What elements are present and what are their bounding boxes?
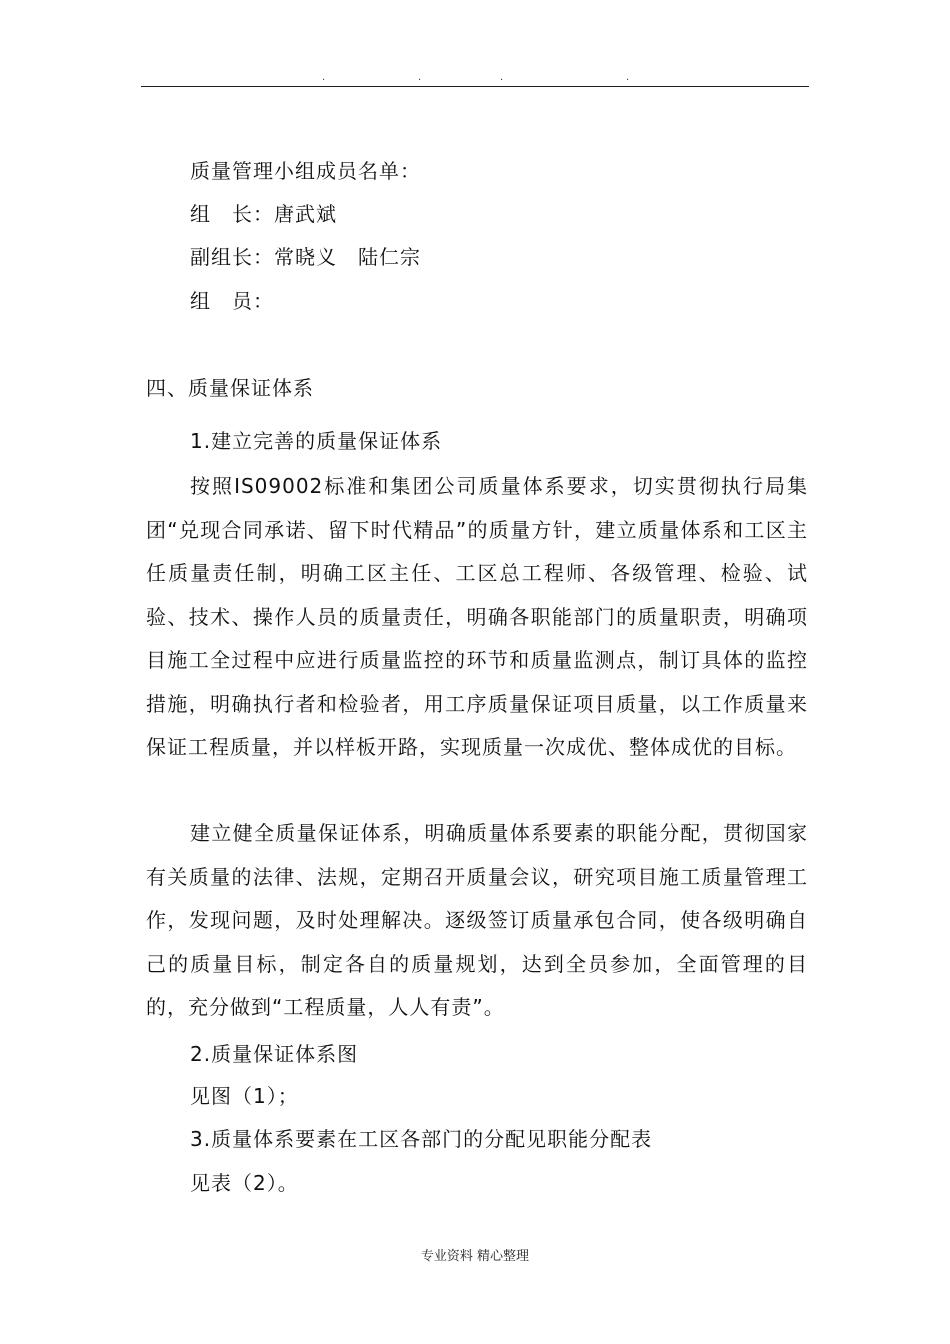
- subheading-3: 3.质量体系要素在工区各部门的分配见职能分配表: [190, 1127, 653, 1151]
- members-leader: 组 长：唐武斌: [190, 202, 337, 226]
- paragraph-1: 按照IS09002标准和集团公司质量体系要求，切实贯彻执行局集团“兑现合同承诺、留下时代精品”的质量方针，建立质量体系和工区主任质量责任制，明确工区主任、工区总工程师、各级管理、检验、试验、技术、操作人员的质量责任，明确各职能部门的质量职责，明确项目施工全过程中应进行质量监控的环节和质量监测点，制订具体的监控措施，明确执行者和检验者，用工序质量保证项目质量，以工作质量来保证工程质量，并以样板开路，实现质量一次成优、整体成优的目标。: [146, 474, 808, 759]
- reference-figure: 见图（1）；: [190, 1084, 299, 1108]
- subheading-2: 2.质量保证体系图: [190, 1042, 359, 1066]
- section-heading: 四、质量保证体系: [146, 376, 314, 400]
- members-member: 组 员：: [190, 289, 274, 313]
- reference-table: 见表（2）。: [190, 1171, 299, 1195]
- header-rule: [141, 86, 809, 87]
- header-dot: .: [626, 72, 630, 83]
- page-footer: 专业资料 精心整理: [420, 1249, 530, 1264]
- header-dot: .: [500, 72, 504, 83]
- header-dots: [0, 72, 950, 84]
- members-deputy: 副组长：常晓义 陆仁宗: [190, 245, 421, 269]
- header-dot: .: [322, 72, 326, 83]
- paragraph-2: 建立健全质量保证体系，明确质量体系要素的职能分配，贯彻国家有关质量的法律、法规，定期召开质量会议，研究项目施工质量管理工作，发现问题，及时处理解决。逐级签订质量承包合同，使各级明确自己的质量目标，制定各自的质量规划，达到全员参加，全面管理的目的，充分做到“工程质量，人人有责”。: [146, 821, 808, 1019]
- members-title: 质量管理小组成员名单：: [190, 159, 421, 183]
- subheading-1: 1.建立完善的质量保证体系: [190, 429, 443, 453]
- header-dot: .: [418, 72, 422, 83]
